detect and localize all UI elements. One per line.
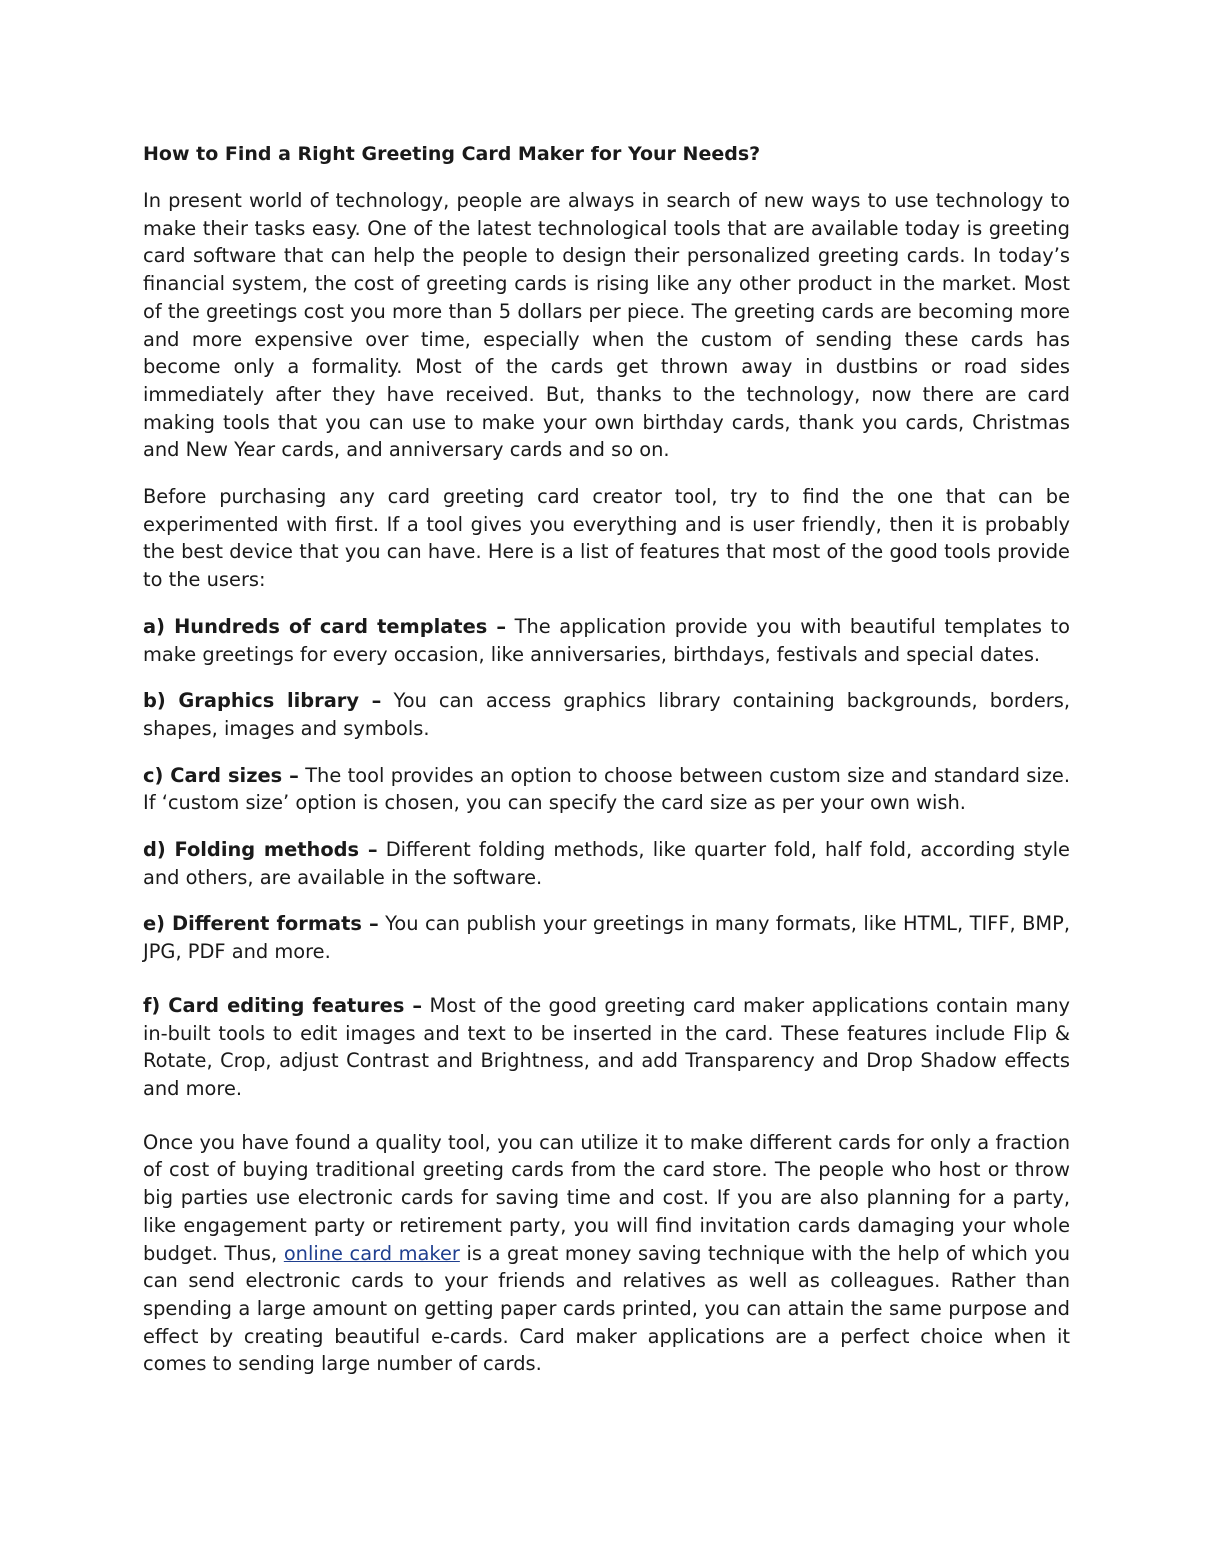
feature-description: You can publish your greetings in many formats, like HTML, TIFF, BMP, JPG, PDF and more.	[143, 912, 1070, 964]
feature-term: a) Hundreds of card templates –	[143, 614, 507, 638]
feature-description: Different folding methods, like quarter fold, half fold, according style and others, are available in the software.	[143, 838, 1070, 889]
feature-templates	[143, 613, 1070, 668]
closing-paragraph	[143, 1129, 1070, 1378]
feature-graphics-library	[143, 687, 1070, 742]
feature-formats	[143, 910, 1070, 965]
feature-description: The application provide you with beautiful templates to make greetings for every occasion, like anniversaries, birthdays, festivals and special dates.	[143, 614, 1071, 666]
feature-term: f) Card editing features –	[143, 993, 423, 1017]
feature-editing	[143, 992, 1070, 1103]
feature-description: Most of the good greeting card maker applications contain many in-built tools to edit images and text to be inserted in the card. These features include Flip & Rotate, Crop, adjust Contrast and Brightness, and add Transparency and Drop Shadow effects and more.	[143, 993, 1070, 1100]
feature-card-sizes	[143, 762, 1070, 817]
feature-description: The tool provides an option to choose between custom size and standard size. If ‘custom size’ option is chosen, you can specify the card size as per your own wish.	[143, 763, 1071, 815]
closing-text-before-link: Once you have found a quality tool, you can utilize it to make different cards for only a fraction of cost of buying traditional greeting cards from the card store. The people who host or throw big parties use electronic cards for saving time and cost. If you are also planning for a party, like engagement party or retirement party, you will find invitation cards damaging your whole budget. Thus,	[143, 1130, 1070, 1265]
feature-folding-methods	[143, 836, 1070, 891]
intro-paragraph: In present world of technology, people are always in search of new ways to use technology to make their tasks easy. One of the latest technological tools that are available today is greeting card software that can help the people to design their personalized greeting cards. In today’s financial system, the cost of greeting cards is rising like any other product in the market. Most of the greetings cost you more than 5 dollars per piece. The greeting cards are becoming more and more expensive over time, especially when the custom of sending these cards has become only a formality. Most of the cards get thrown away in dustbins or road sides immediately after they have received. But, thanks to the technology, now there are card making tools that you can use to make your own birthday cards, thank you cards, Christmas and New Year cards, and anniversary cards and so on.	[143, 189, 1070, 462]
document-page	[143, 140, 1070, 1397]
features-intro-paragraph: Before purchasing any card greeting card creator tool, try to find the one that can be experimented with first. If a tool gives you everything and is user friendly, then it is probably the best device that you can have. Here is a list of features that most of the good tools provide to the users:	[143, 485, 1070, 592]
online-card-maker-link[interactable]: online card maker	[283, 1241, 460, 1265]
feature-term: b) Graphics library –	[143, 689, 382, 713]
feature-term: d) Folding methods –	[143, 838, 378, 862]
feature-description: You can access graphics library containing backgrounds, borders, shapes, images and symbols.	[143, 689, 1070, 740]
closing-text-after-link: is a great money saving technique with the help of which you can send electronic cards to your friends and relatives as well as colleagues. Rather than spending a large amount on getting paper cards printed, you can attain the same purpose and effect by creating beautiful e-cards. Card maker applications are a perfect choice when it comes to sending large number of cards.	[143, 1241, 1070, 1376]
feature-term: e) Different formats –	[143, 912, 379, 936]
feature-term: c) Card sizes –	[143, 763, 299, 787]
document-title: How to Find a Right Greeting Card Maker for Your Needs?	[143, 143, 761, 165]
